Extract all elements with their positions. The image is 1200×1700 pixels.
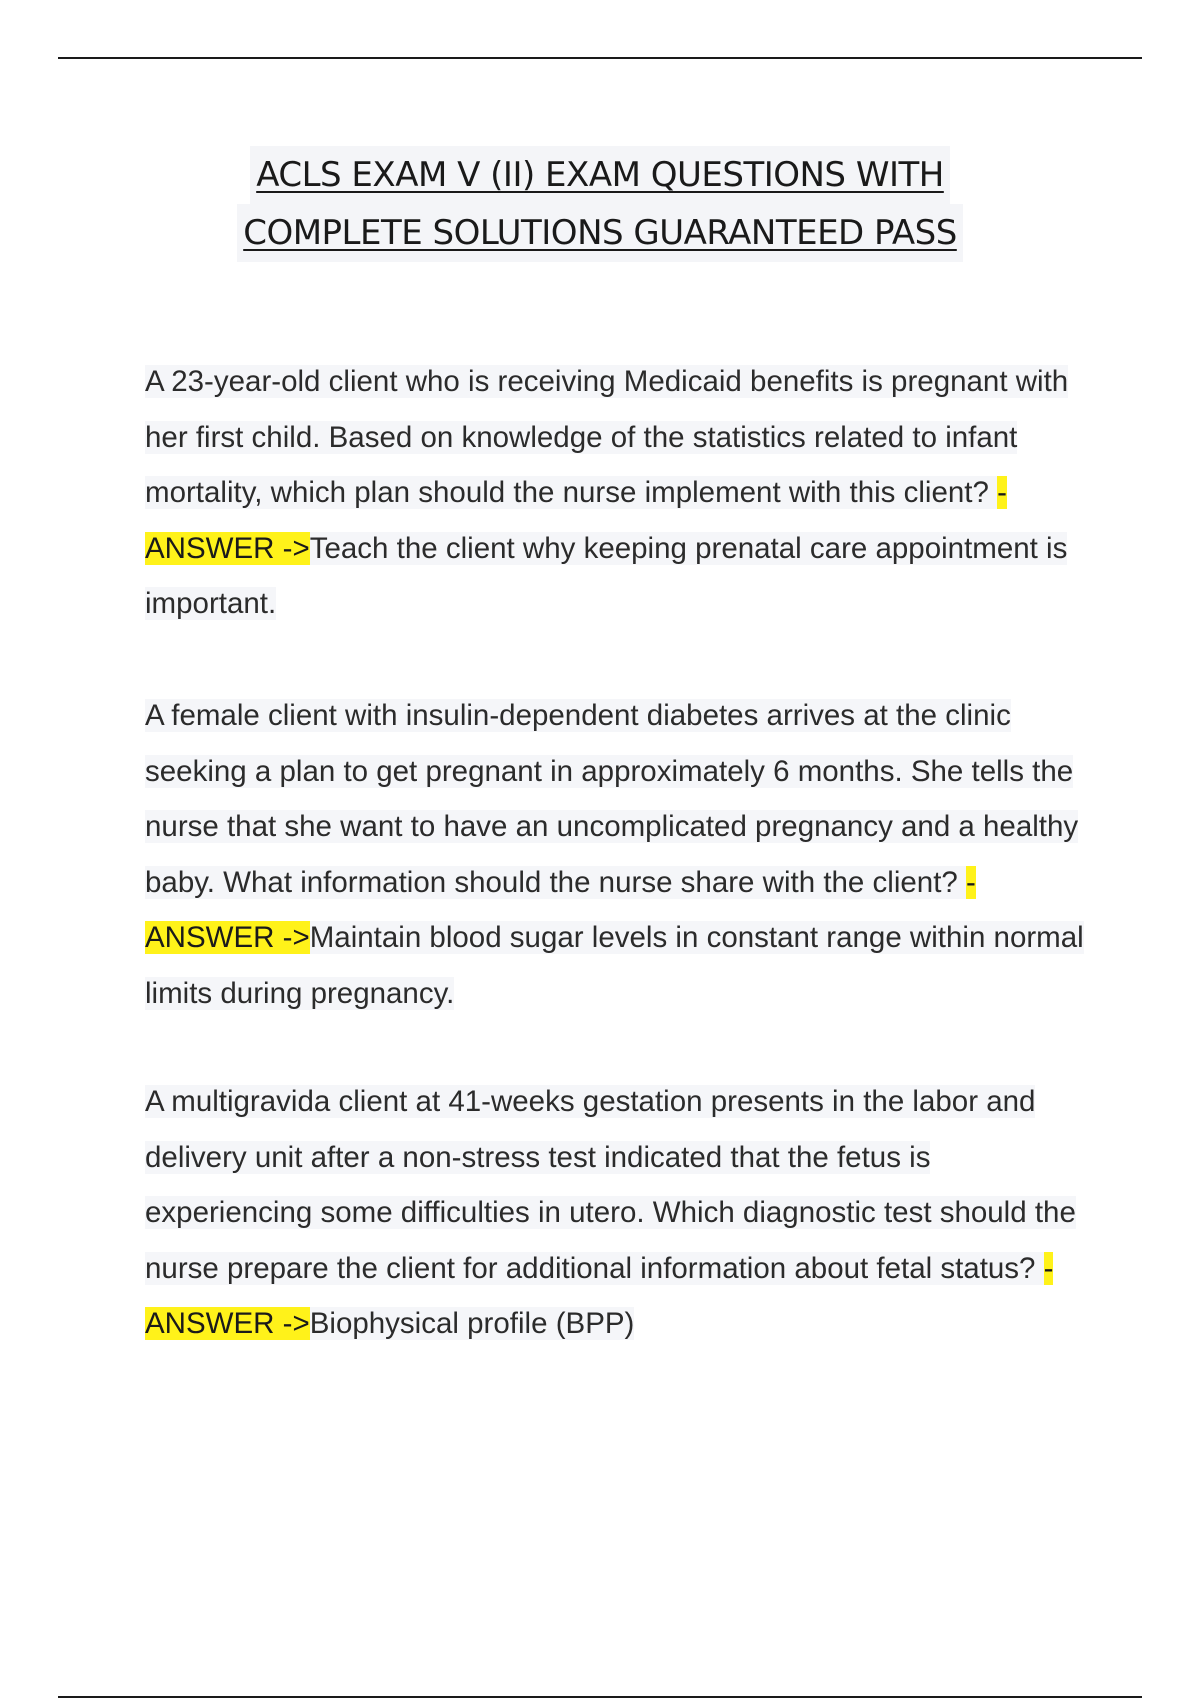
- bottom-rule: [58, 1696, 1142, 1698]
- title-line-1: ACLS EXAM V (II) EXAM QUESTIONS WITH: [250, 146, 950, 204]
- qa-item-2: [145, 688, 1090, 1021]
- question-text: A multigravida client at 41-weeks gestation presents in the labor and delivery unit after a non-stress test indicated that the fetus is experiencing some difficulties in utero. Which diagnostic test should the nurse prepare the client for additional information about fetal status?: [145, 1085, 1076, 1285]
- title-line-2: COMPLETE SOLUTIONS GUARANTEED PASS: [237, 204, 963, 262]
- document-title: [0, 146, 1200, 262]
- question-text: A female client with insulin-dependent diabetes arrives at the clinic seeking a plan to get pregnant in approximately 6 months. She tells the nurse that she want to have an uncomplicated pregnancy and a healthy baby. What information should the nurse share with the client?: [145, 699, 1079, 899]
- question-text: A 23-year-old client who is receiving Medicaid benefits is pregnant with her first child. Based on knowledge of the statistics related to infant mortality, which plan should the nurse implement with this client?: [145, 365, 1069, 509]
- answer-marker-highlight: - ANSWER ->: [145, 865, 976, 954]
- qa-item-3: [145, 1074, 1090, 1352]
- answer-text: Teach the client why keeping prenatal care appointment is important.: [145, 531, 1068, 620]
- top-rule: [58, 57, 1142, 59]
- answer-marker-highlight: - ANSWER ->: [145, 1251, 1054, 1340]
- qa-item-1: [145, 354, 1090, 632]
- answer-text: Biophysical profile (BPP): [309, 1307, 635, 1340]
- answer-text: Maintain blood sugar levels in constant range within normal limits during pregnancy.: [145, 921, 1084, 1010]
- answer-marker-highlight: - ANSWER ->: [145, 476, 1007, 565]
